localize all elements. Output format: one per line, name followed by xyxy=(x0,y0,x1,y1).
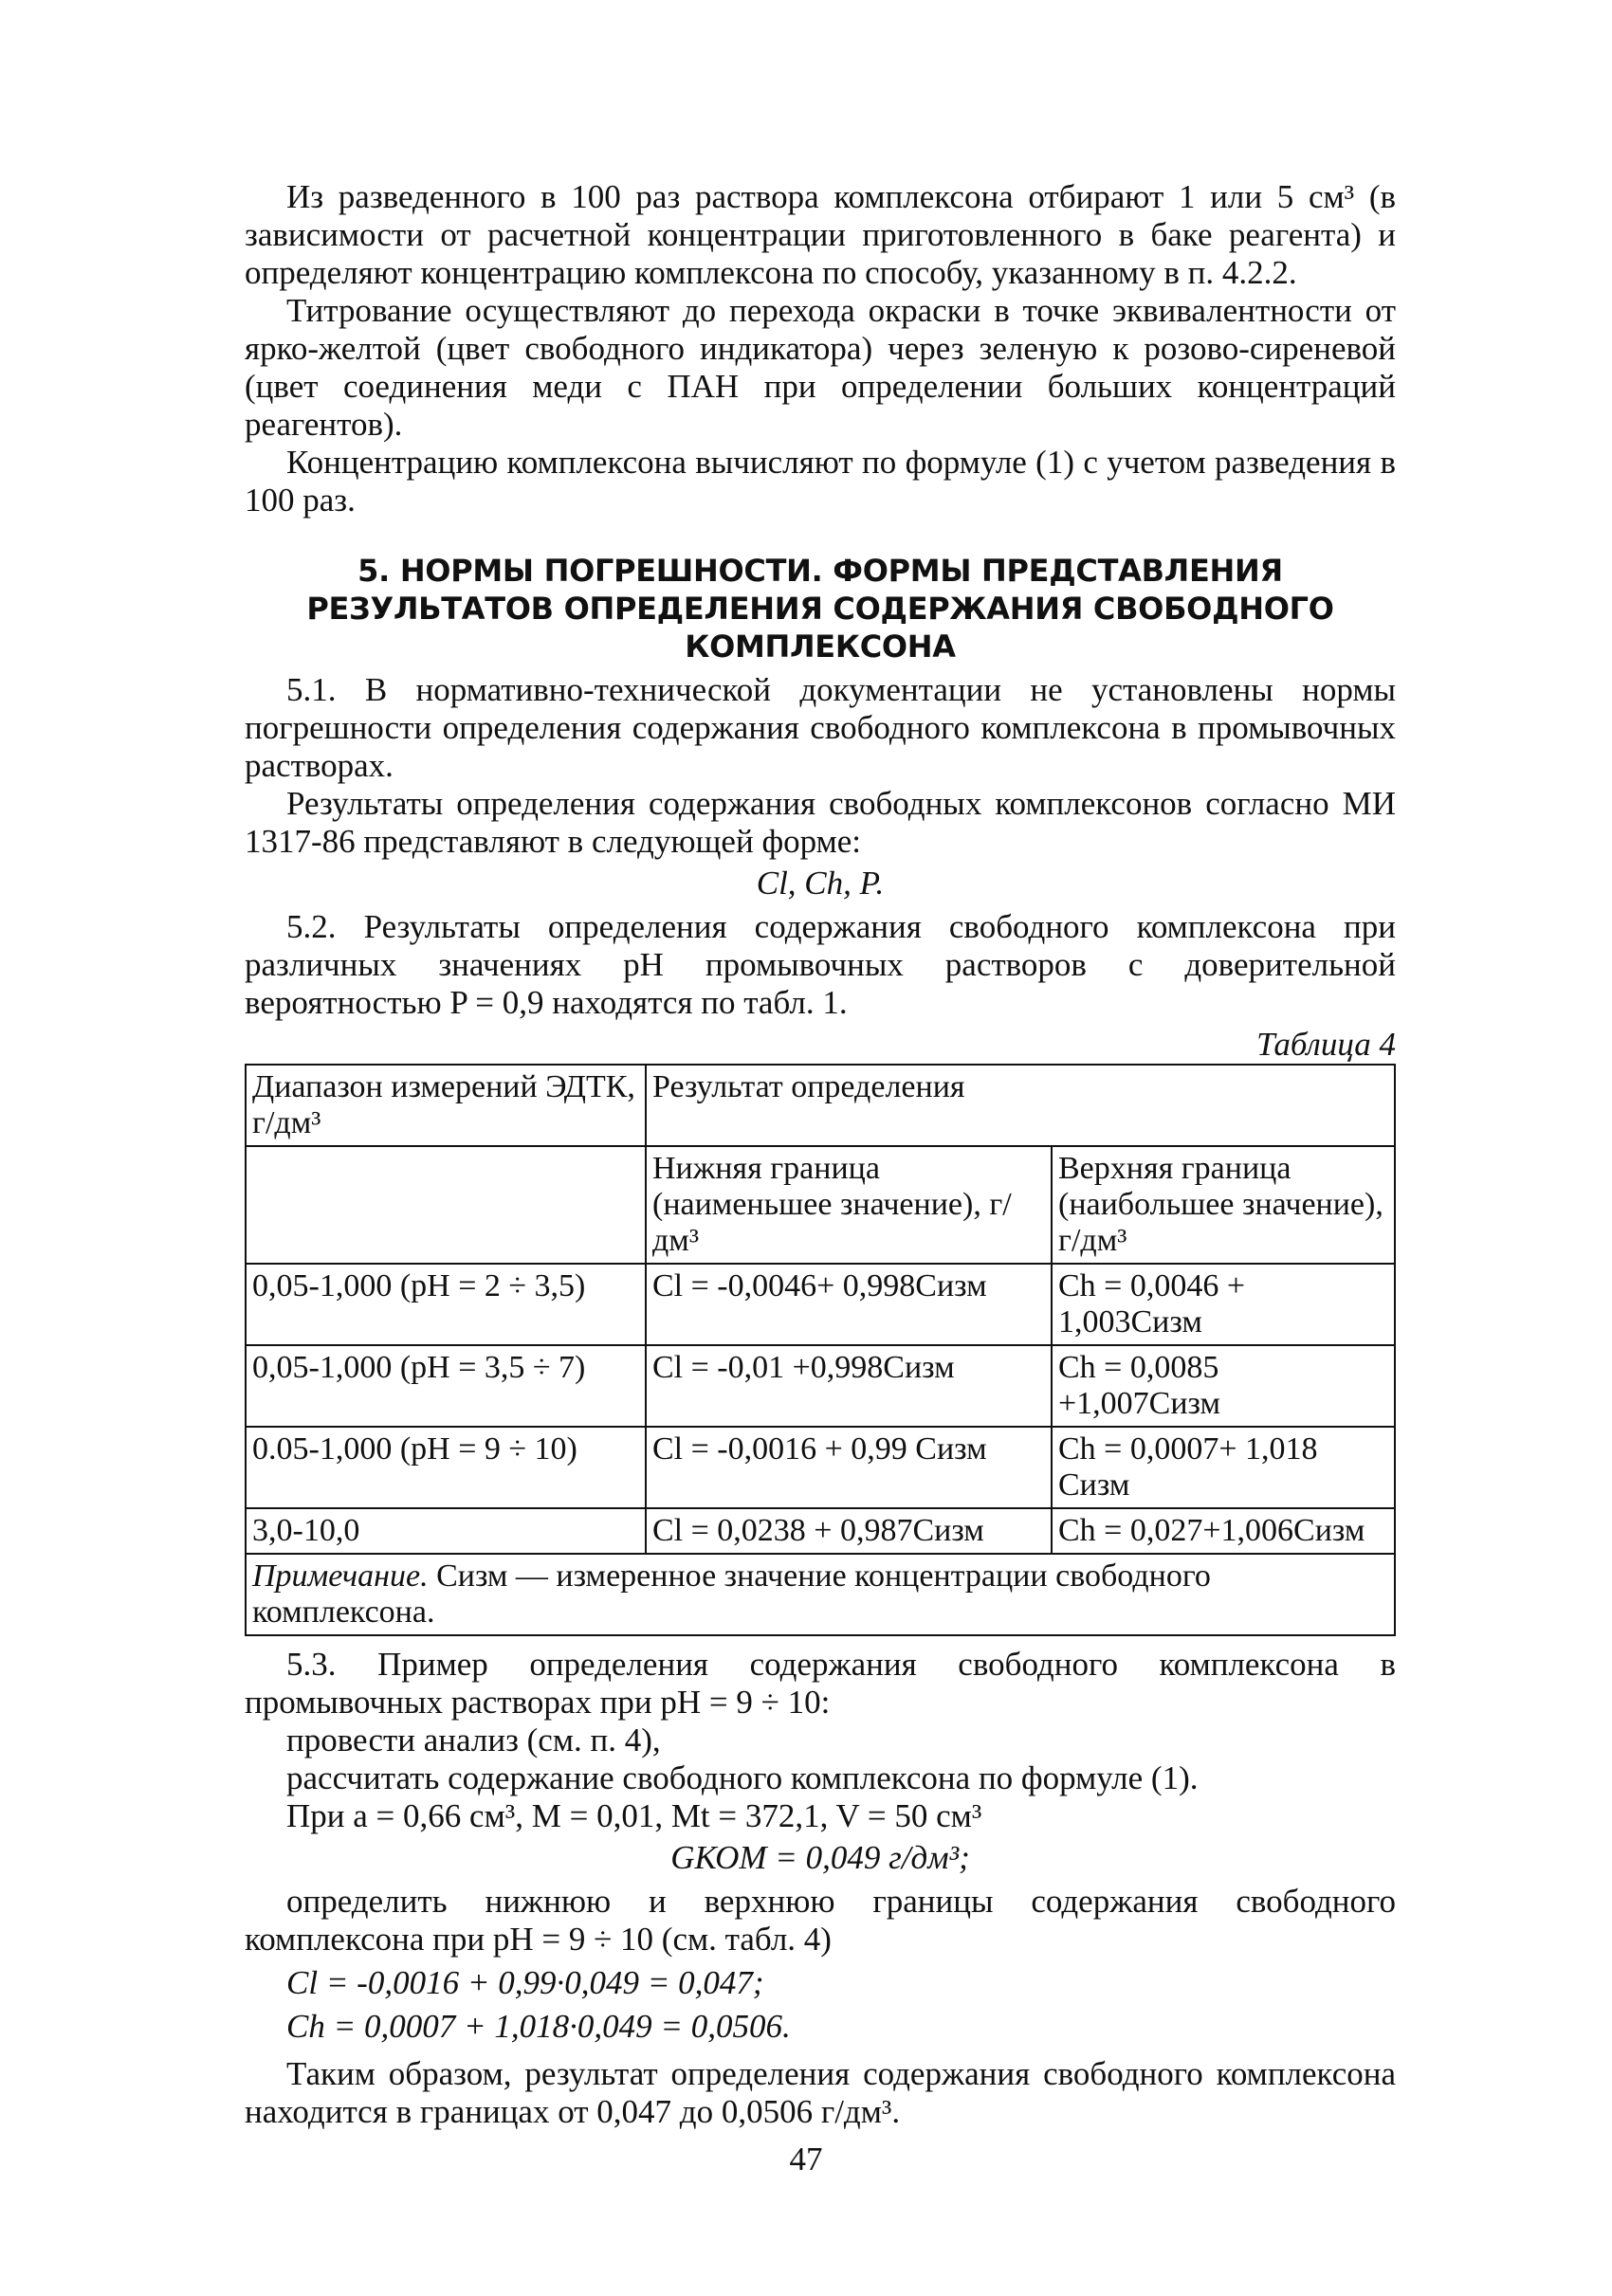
section-heading: 5. НОРМЫ ПОГРЕШНОСТИ. ФОРМЫ ПРЕДСТАВЛЕНИЯ РЕЗУЛЬТАТОВ ОПРЕДЕЛЕНИЯ СОДЕРЖАНИЯ СВОБОДНОГО КОМПЛЕКСОНА xyxy=(306,553,1334,665)
note-text: Cизм — измеренное значение концентрации свободного комплексона. xyxy=(252,1558,1211,1630)
lower-cell: Cl = -0,0046+ 0,998Cизм xyxy=(646,1264,1052,1345)
page-content xyxy=(245,178,1396,2131)
upper-cell: Ch = 0,0085 +1,007Cизм xyxy=(1052,1345,1395,1427)
paragraph-conclusion: Таким образом, результат определения содержания свободного комплексона находится в границах от 0,047 до 0,0506 г/дм³. xyxy=(245,2055,1396,2130)
upper-cell: Ch = 0,0046 + 1,003Cизм xyxy=(1052,1264,1395,1345)
paragraph-results-form: Результаты определения содержания свободных комплексонов согласно МИ 1317-86 представляют в следующей форме: xyxy=(245,785,1396,860)
header-range: Диапазон измерений ЭДТК, г/дм³ xyxy=(246,1065,646,1146)
note-label: Примечание. xyxy=(252,1558,429,1594)
paragraph-5-2: 5.2. Результаты определения содержания свободного комплексона при различных значениях pH промывочных растворов с доверительной вероятностью P = 0,9 находятся по табл. 1. xyxy=(245,908,1396,1021)
header-empty xyxy=(246,1146,646,1264)
table-row xyxy=(246,1508,1395,1554)
header-lower: Нижняя граница (наименьшее значение), г/дм³ xyxy=(646,1146,1052,1264)
paragraph-5-3: 5.3. Пример определения содержания свободного комплексона в промывочных растворах при pH = 9 ÷ 10: xyxy=(245,1646,1396,1721)
header-result: Результат определения xyxy=(646,1065,1395,1146)
paragraph-5-1: 5.1. В нормативно-технической документации не установлены нормы погрешности определения содержания свободного комплексона в промывочных растворах. xyxy=(245,671,1396,784)
header-upper: Верхняя граница (наибольшее значение), г/дм³ xyxy=(1052,1146,1395,1264)
table-header-row xyxy=(246,1065,1395,1146)
table-row xyxy=(246,1264,1395,1345)
step-calculate: рассчитать содержание свободного комплексона по формуле (1). xyxy=(286,1759,1199,1796)
table-subheader-row xyxy=(246,1146,1395,1264)
step-bounds: определить нижнюю и верхнюю границы содержания свободного комплексона при pH = 9 ÷ 10 (см. табл. 4) xyxy=(245,1883,1396,1958)
range-cell: 0,05-1,000 (pH = 2 ÷ 3,5) xyxy=(246,1264,646,1345)
calc-lower-formula: Cl = -0,0016 + 0,99·0,049 = 0,047; xyxy=(286,1964,764,2001)
table-title: Таблица 4 xyxy=(1256,1026,1396,1063)
range-cell: 3,0-10,0 xyxy=(246,1508,646,1554)
given-values: При a = 0,66 см³, M = 0,01, Mt = 372,1, V = 50 см³ xyxy=(286,1797,982,1834)
result-form-formula: Cl, Ch, P. xyxy=(756,865,885,902)
paragraph-titration: Титрование осуществляют до перехода окраски в точке эквивалентности от ярко-желтой (цвет свободного индикатора) через зеленую к розово-сиреневой (цвет соединения меди с ПАН при определении больших концентраций реагентов). xyxy=(245,292,1396,443)
table-row xyxy=(246,1345,1395,1427)
step-analysis: провести анализ (см. п. 4), xyxy=(286,1722,661,1758)
table-row xyxy=(246,1427,1395,1508)
paragraph-dilution: Из разведенного в 100 раз раствора комплексона отбирают 1 или 5 см³ (в зависимости от расчетной концентрации приготовленного в баке реагента) и определяют концентрацию комплексона по способу, указанному в п. 4.2.2. xyxy=(245,178,1396,291)
range-cell: 0,05-1,000 (pH = 3,5 ÷ 7) xyxy=(246,1345,646,1427)
lower-cell: Cl = 0,0238 + 0,987Cизм xyxy=(646,1508,1052,1554)
page-number: 47 xyxy=(789,2141,823,2178)
lower-cell: Cl = -0,01 +0,998Cизм xyxy=(646,1345,1052,1427)
paragraph-concentration: Концентрацию комплексона вычисляют по формуле (1) с учетом разведения в 100 раз. xyxy=(245,444,1396,519)
g-result-formula: GКОМ = 0,049 г/дм³; xyxy=(670,1839,970,1876)
range-cell: 0.05-1,000 (pH = 9 ÷ 10) xyxy=(246,1427,646,1508)
results-table xyxy=(245,1064,1396,1636)
table-note xyxy=(246,1554,1395,1635)
calc-upper-formula: Ch = 0,0007 + 1,018·0,049 = 0,0506. xyxy=(286,2008,791,2045)
table-note-row xyxy=(246,1554,1395,1635)
upper-cell: Ch = 0,0007+ 1,018 Cизм xyxy=(1052,1427,1395,1508)
lower-cell: Cl = -0,0016 + 0,99 Cизм xyxy=(646,1427,1052,1508)
upper-cell: Ch = 0,027+1,006Cизм xyxy=(1052,1508,1395,1554)
